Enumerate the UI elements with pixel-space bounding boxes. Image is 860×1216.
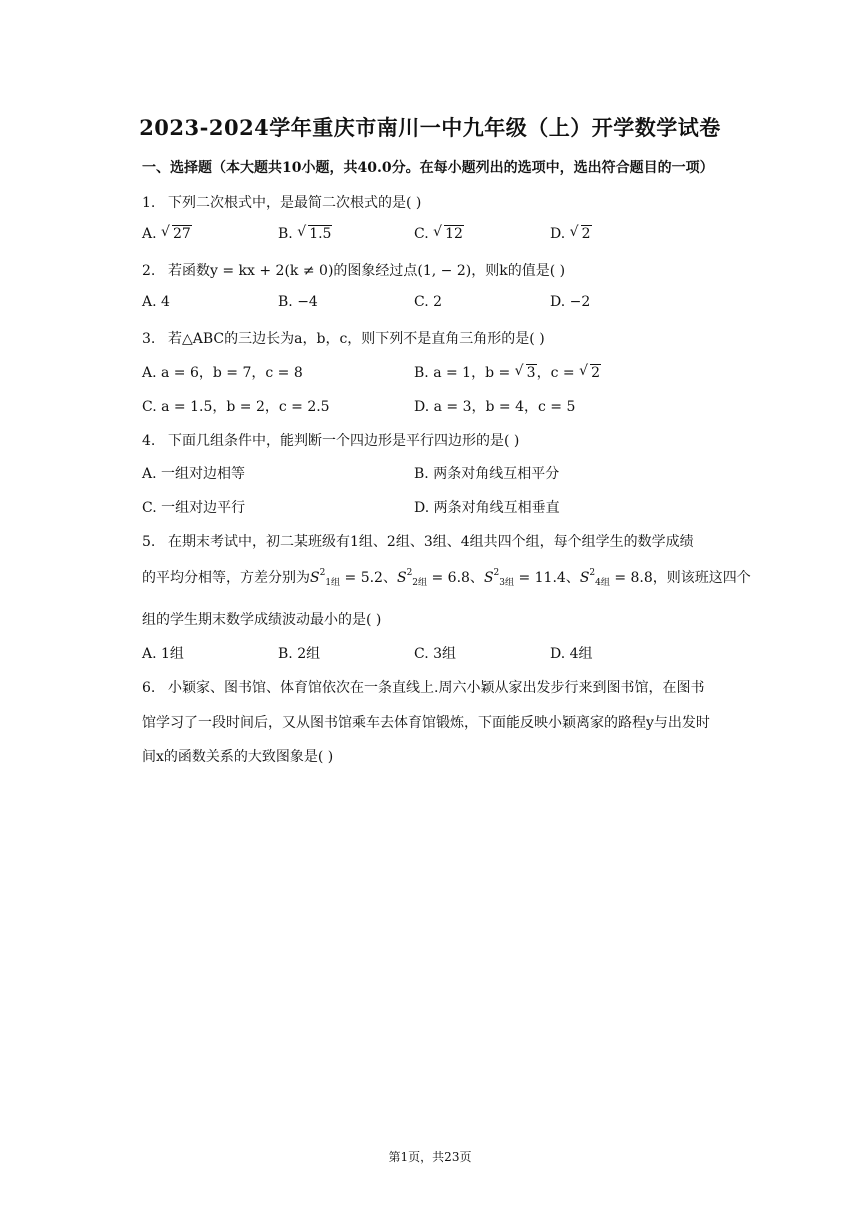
q3-option-b (414, 362, 601, 382)
superscript: 2 (493, 568, 500, 578)
superscript: 2 (406, 568, 413, 578)
question-text: 若△ABC的三边长为a，b，c，则下列不是直角三角形的是( ) (168, 331, 545, 347)
sqrt-expression: √ 2 (579, 363, 600, 381)
sqrt-expression: √ 1.5 (297, 224, 332, 242)
question-number: 1. (142, 195, 156, 211)
radicand: 2 (591, 365, 600, 381)
radicand: 1.5 (309, 226, 332, 242)
radicand: 2 (581, 226, 591, 242)
variance-value: = 8.8，则该班这四个 (609, 570, 751, 586)
question-5-line-3: 组的学生期末数学成绩波动最小的是( ) (142, 612, 382, 628)
question-text: 下面几组条件中，能判断一个四边形是平行四边形的是( ) (168, 433, 520, 449)
question-5 (142, 531, 694, 551)
option-text: B. a = 1，b = (414, 365, 515, 381)
question-number: 6. (142, 680, 156, 696)
question-6-line-2: 馆学习了一段时间后，又从图书馆乘车去体育馆锻炼，下面能反映小颖离家的路程y与出发时 (142, 715, 710, 731)
option-text: ，c = (536, 365, 580, 381)
sqrt-expression: √ 27 (161, 224, 191, 242)
superscript: 2 (589, 568, 596, 578)
sqrt-expression: √ 12 (433, 224, 463, 242)
question-number: 4. (142, 433, 156, 449)
q5-option-a: A. 1组 (142, 646, 184, 662)
option-label: C. (414, 226, 429, 242)
question-number: 5. (142, 534, 156, 550)
question-1 (142, 192, 421, 212)
option-label: A. (142, 226, 157, 242)
radicand: 12 (445, 226, 463, 242)
question-6 (142, 677, 704, 697)
subscript: 4组 (595, 578, 610, 588)
question-text: 若函数y = kx + 2(k ≠ 0)的图象经过点(1, − 2)，则k的值是( ) (168, 263, 566, 279)
q4-option-a: A. 一组对边相等 (142, 466, 246, 482)
q5-option-d: D. 4组 (550, 646, 593, 662)
variance-value: = 11.4、 (514, 570, 580, 586)
subscript: 1组 (325, 578, 341, 588)
q5-option-c: C. 3组 (414, 646, 457, 662)
option-label: B. (278, 226, 293, 242)
question-text: 小颖家、图书馆、体育馆依次在一条直线上.周六小颖从家出发步行来到图书馆，在图书 (168, 680, 705, 696)
q5-option-b: B. 2组 (278, 646, 321, 662)
sqrt-expression: √ 3 (514, 363, 536, 381)
radicand: 27 (173, 226, 191, 242)
sqrt-expression: √ 2 (569, 224, 591, 242)
superscript: 2 (319, 568, 326, 578)
question-text: 下列二次根式中，是最简二次根式的是( ) (168, 195, 422, 211)
q1-option-c (414, 226, 464, 242)
q2-option-a: A. 4 (142, 294, 170, 310)
q4-option-c: C. 一组对边平行 (142, 500, 246, 516)
q1-option-b (278, 226, 332, 242)
variance-symbol: S (483, 570, 494, 586)
q3-option-c: C. a = 1.5，b = 2，c = 2.5 (142, 399, 330, 415)
q3-option-a: A. a = 6，b = 7，c = 8 (142, 365, 303, 381)
question-text: 在期末考试中，初二某班级有1组、2组、3组、4组共四个组，每个组学生的数学成绩 (168, 534, 694, 550)
variance-symbol: S (579, 570, 590, 586)
subscript: 3组 (499, 578, 514, 588)
radicand: 3 (526, 365, 536, 381)
question-number: 2. (142, 263, 156, 279)
section-heading: 一、选择题（本大题共10小题，共40.0分。在每小题列出的选项中，选出符合题目的一项） (142, 160, 714, 176)
question-6-line-3: 间x的函数关系的大致图象是( ) (142, 749, 334, 765)
q1-option-d (550, 226, 592, 242)
q2-option-b: B. −4 (278, 294, 318, 310)
question-5-line-2 (142, 567, 751, 588)
subscript: 2组 (412, 578, 428, 588)
q4-option-b: B. 两条对角线互相平分 (414, 466, 560, 482)
q4-option-d: D. 两条对角线互相垂直 (414, 500, 560, 516)
variance-value: = 6.8、 (427, 570, 484, 586)
question-text: 的平均分相等，方差分别为 (142, 570, 310, 586)
q3-option-d: D. a = 3，b = 4，c = 5 (414, 399, 576, 415)
question-2 (142, 260, 565, 280)
variance-value: = 5.2、 (340, 570, 397, 586)
page-footer: 第1页，共23页 (388, 1150, 472, 1164)
q2-option-d: D. −2 (550, 294, 591, 310)
option-label: D. (550, 226, 566, 242)
question-number: 3. (142, 331, 156, 347)
question-4 (142, 430, 519, 450)
question-3 (142, 328, 545, 348)
variance-symbol: S (396, 570, 407, 586)
q2-option-c: C. 2 (414, 294, 443, 310)
q1-option-a (142, 226, 192, 242)
page-title: 2023-2024学年重庆市南川一中九年级（上）开学数学试卷 (139, 115, 721, 140)
variance-symbol: S (310, 570, 320, 586)
